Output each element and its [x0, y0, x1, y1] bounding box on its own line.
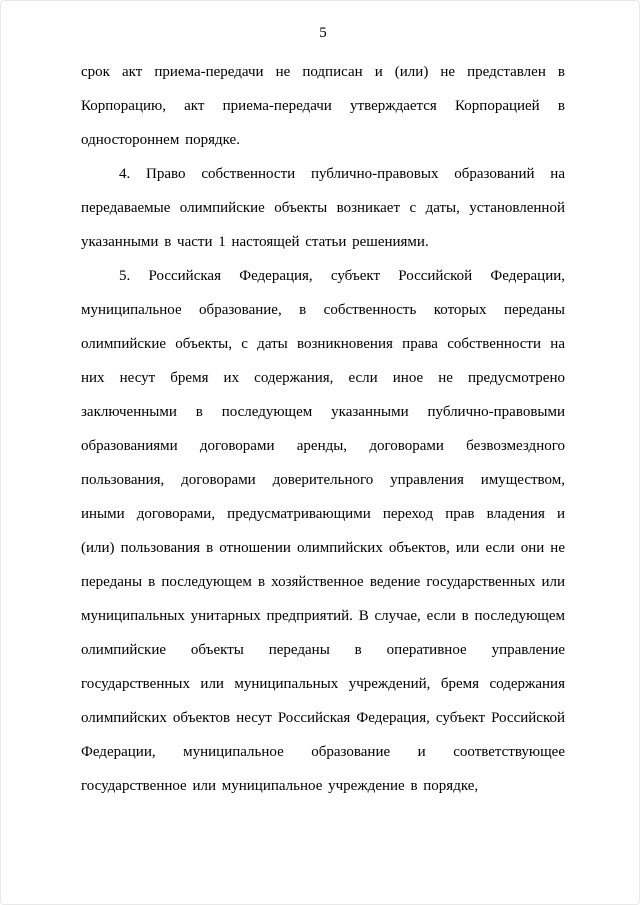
paragraph-clause-4: 4. Право собственности публично-правовых образований на передаваемые олимпийские объекты возникает с даты, установленной указанными в части 1 настоящей статьи решениями.: [81, 166, 565, 250]
document-body: [81, 55, 565, 803]
paragraph-clause-5: 5. Российская Федерация, субъект Российской Федерации, муниципальное образование, в собственность которых переданы олимпийские объекты, с даты возникновения права собственности на них несут бремя их содержания, если иное не предусмотрено заключенными в последующем указанными публично-правовыми образованиями договорами аренды, договорами безвозмездного пользования, договорами доверительного управления имуществом, иными договорами, предусматривающими переход прав владения и (или) пользования в отношении олимпийских объектов, или если они не переданы в последующем в хозяйственное ведение государственных или муниципальных унитарных предприятий. В случае, если в последующем олимпийские объекты переданы в оперативное управление государственных или муниципальных учреждений, бремя содержания олимпийских объектов несут Российская Федерация, субъект Российской Федерации, муниципальное образование и соответствующее государственное или муниципальное учреждение в порядке,: [81, 268, 565, 794]
page-number: 5: [319, 25, 327, 41]
paragraph-continuation: срок акт приема-передачи не подписан и (или) не представлен в Корпорацию, акт приема-передачи утверждается Корпорацией в одностороннем порядке.: [81, 64, 565, 148]
